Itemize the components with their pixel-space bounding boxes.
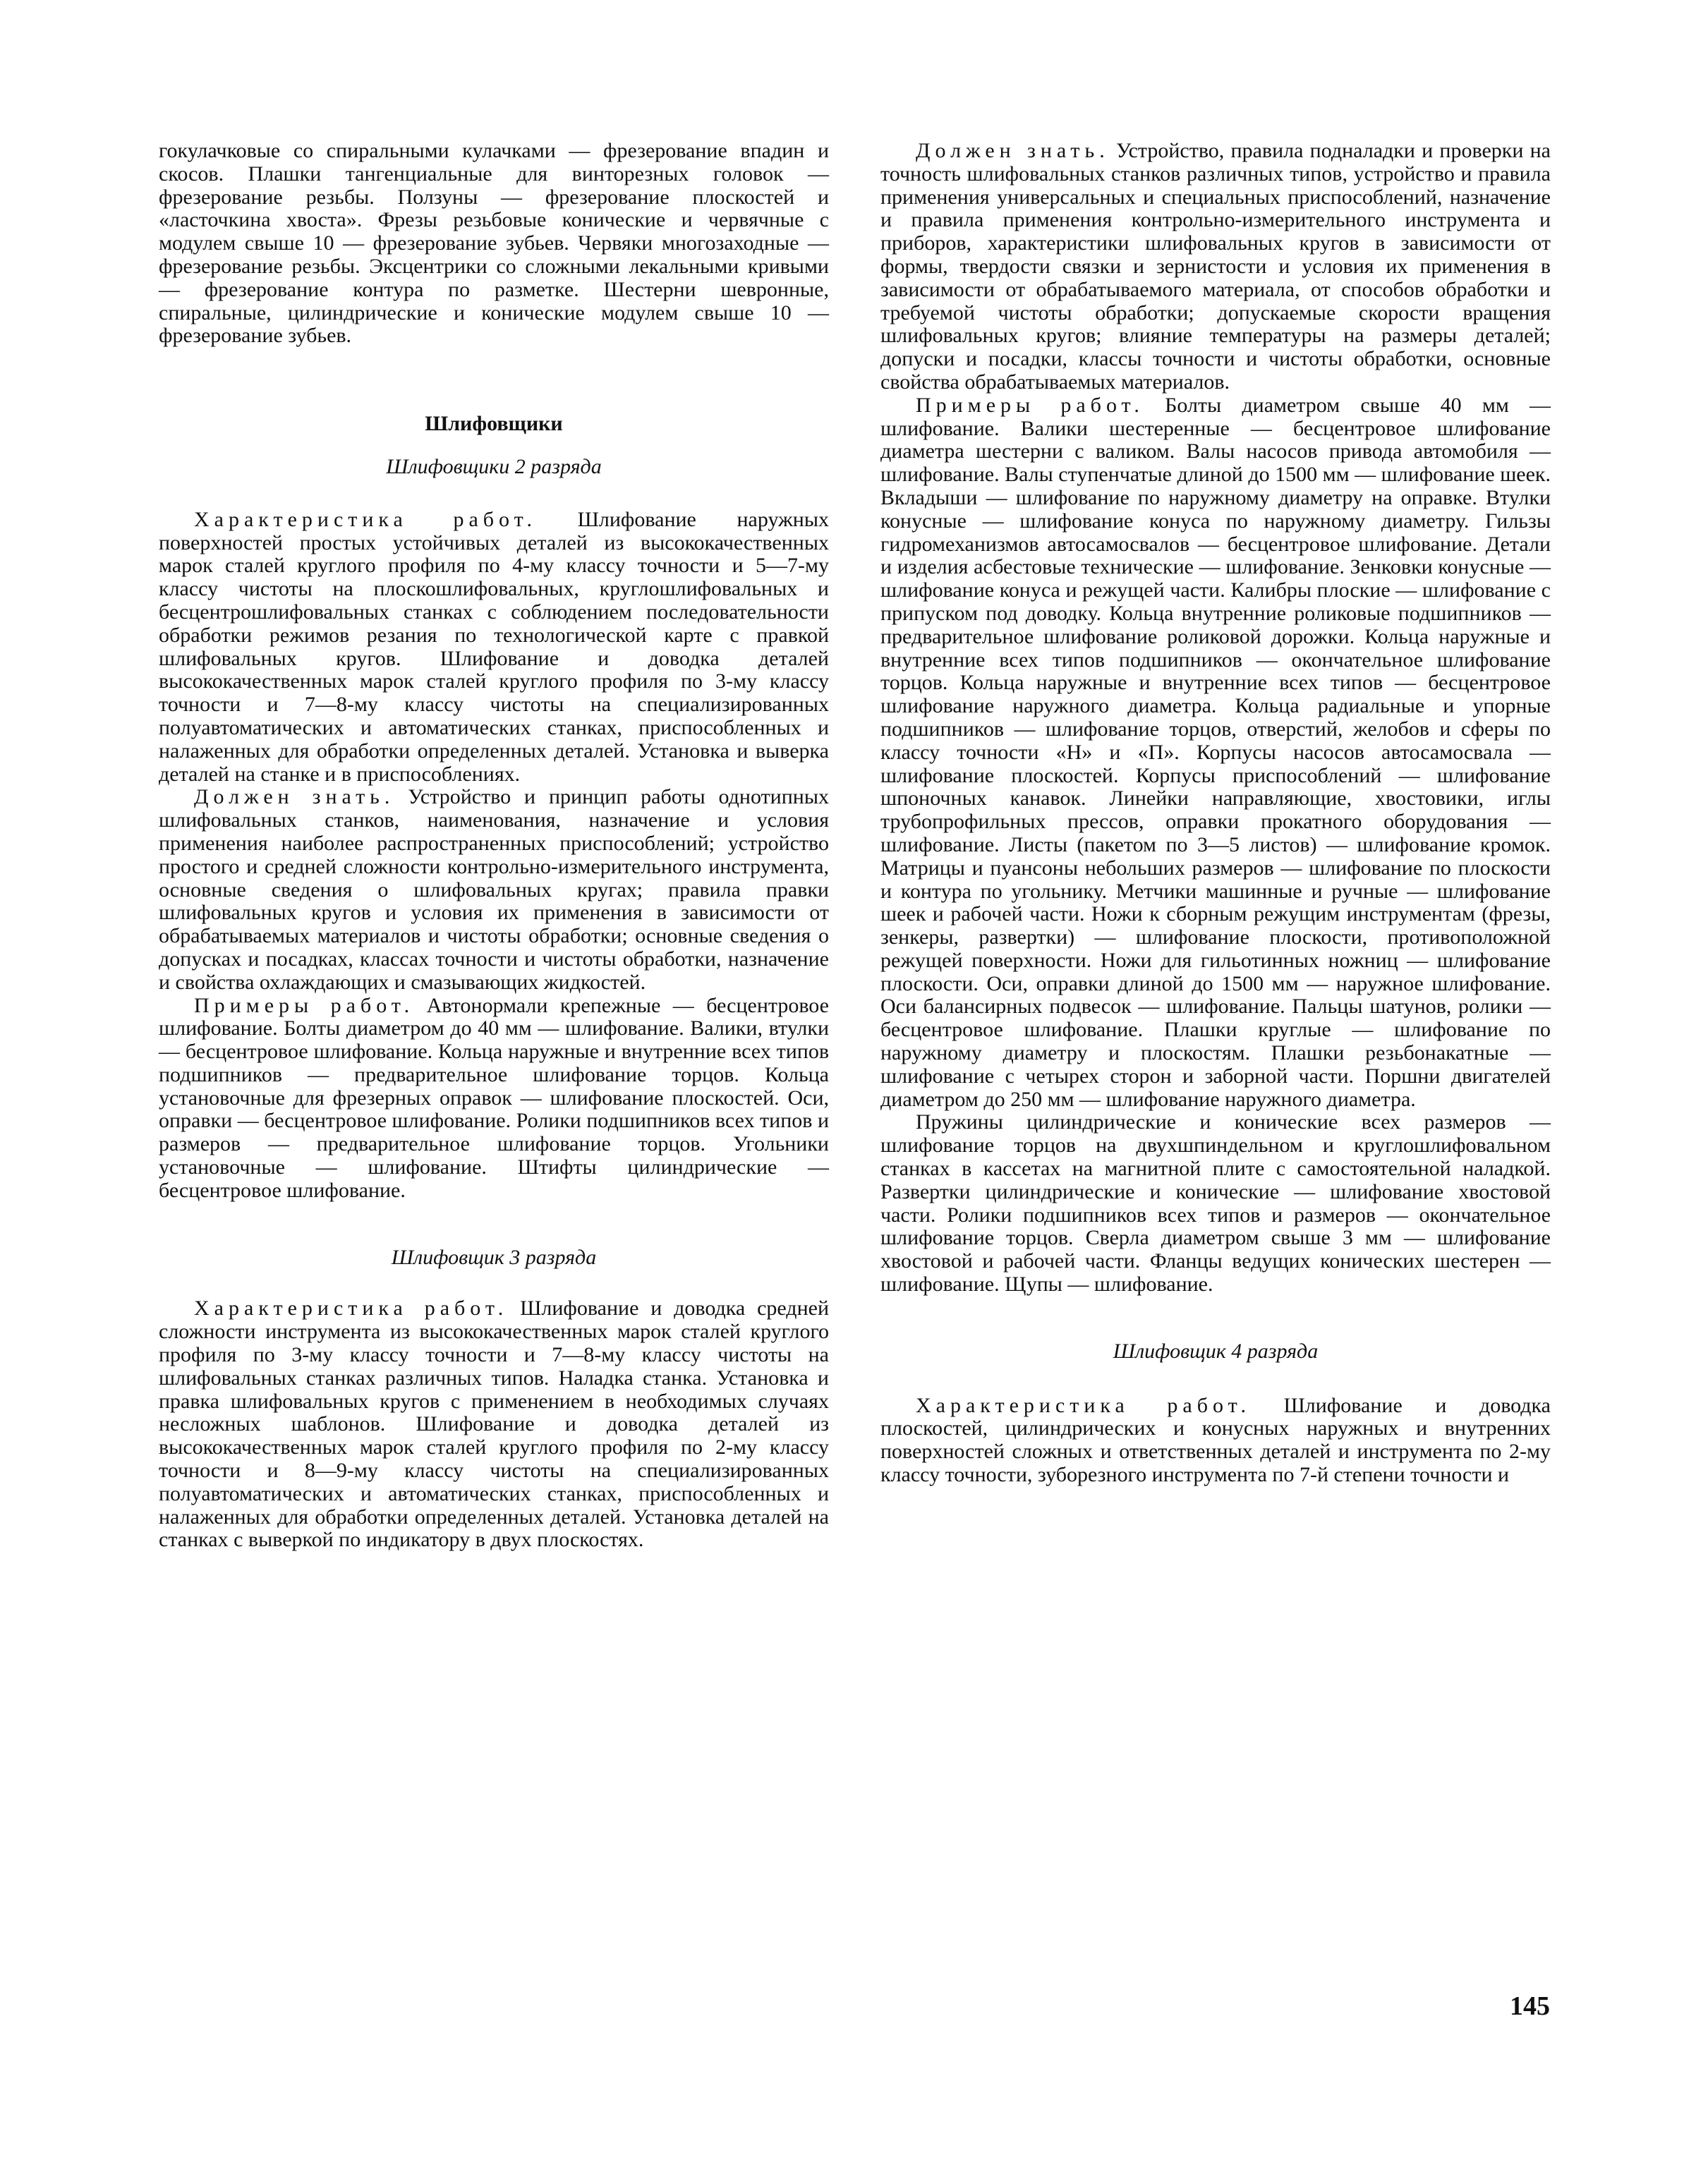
label: Должен знать.: [194, 785, 395, 809]
right-column: [880, 140, 1551, 1487]
text: Шлифование наружных поверхностей простых устойчивых деталей из высококачественных марок сталей круглого профиля по 4-му классу точности и 5—7-му классу чистоты на плоскошлифовальных, круглошлифовальных и бесцентрошлифовальных станках с соблюдением последовательности обработки режимов резания по технологической карте с правкой шлифовальных кругов. Шлифование и доводка деталей высококачественных марок сталей круглого профиля по 3-му классу точности и 7—8-му классу чистоты на специализированных полуавтоматических и автоматических станках, приспособленных и налаженных для обработки определенных деталей. Установка и выверка деталей на станке и в приспособлениях.: [159, 507, 829, 786]
label: Должен знать.: [916, 139, 1110, 162]
grade3-title: Шлифовщик 3 разряда: [391, 1245, 597, 1269]
section-title: Шлифовщики: [425, 412, 563, 436]
label: Характеристика работ.: [194, 1297, 509, 1321]
text: Шлифование и доводка средней сложности инструмента из высококачественных марок сталей круглого профиля по 3-му классу точности и 7—8-му классу чистоты на шлифовальных станках различных типов. Наладка станка. Установка и правка шлифовальных кругов с применением в необходимых случаях несложных шаблонов. Шлифование и доводка деталей из высококачественных марок сталей круглого профиля по 2-му классу точности и 8—9-му классу чистоты на специализированных полуавтоматических и автоматических станках, приспособленных и налаженных для обработки определенных деталей. Установка деталей на станках с выверкой по индикатору в двух плоскостях.: [159, 1297, 829, 1552]
label: Примеры работ.: [916, 393, 1144, 417]
grade4-characteristics: [880, 1395, 1551, 1487]
label: Характеристика работ.: [194, 507, 538, 531]
text: Устройство и принцип работы однотипных шлифовальных станков, наименования, назначение и условия применения наиболее распространенных приспособлений; устройство простого и средней сложности контрольно-измерительного инструмента, основные сведения о шлифовальных кругах; правила правки шлифовальных кругов и условия их применения в зависимости от обрабатываемых материалов и чистоты обработки; основные сведения о допусках и посадках, классах точности и чистоты обработки, назначение и свойства охлаждающих и смазывающих жидкостей.: [159, 785, 829, 994]
grade3-characteristics: [159, 1297, 829, 1552]
grade4-title: Шлифовщик 4 разряда: [1113, 1339, 1319, 1363]
text: Автонормали крепежные — бесцентровое шлифование. Болты диаметром до 40 мм — шлифование. Валики, втулки — бесцентровое шлифование. Кольца наружные и внутренние всех типов подшипников — предварительное шлифование торцов. Кольца установочные для фрезерных оправок — шлифование плоскостей. Оси, оправки — бесцентровое шлифование. Ролики подшипников всех типов и размеров — предварительное шлифование торцов. Угольники установочные — шлифование. Штифты цилиндрические — бесцентровое шлифование.: [159, 993, 829, 1202]
label: Характеристика работ.: [916, 1393, 1251, 1417]
grade2-knowledge: [159, 786, 829, 994]
page-number: 145: [1510, 1991, 1550, 2021]
intro-paragraph: гокулачковые со спиральными кулачками — фрезерование впадин и скосов. Плашки тангенциальные для винторезных головок — фрезерование резьбы. Ползуны — фрезерование плоскостей и «ласточкина хвоста». Фрезы резьбовые конические и червячные с модулем свыше 10 — фрезерование зубьев. Червяки многозаходные — фрезерование резьбы. Эксцентрики со сложными лекальными кривыми — фрезерование контура по разметке. Шестерни шевронные, спиральные, цилиндрические и конические модулем свыше 10 — фрезерование зубьев.: [159, 139, 829, 348]
grade2-title: Шлифовщики 2 разряда: [386, 454, 602, 478]
grade3-knowledge: [880, 140, 1551, 394]
text: Болты диаметром свыше 40 мм — шлифование. Валики шестеренные — бесцентровое шлифование диаметра шестерни с валиком. Валы насосов привода автомобиля — шлифование. Валы ступенчатые длиной до 1500 мм — шлифование шеек. Вкладыши — шлифование по наружному диаметру на оправке. Втулки конусные — шлифование конуса по наружному диаметру. Гильзы гидромеханизмов автосамосвалов — бесцентровое шлифование. Детали и изделия асбестовые технические — шлифование. Зенковки конусные — шлифование конуса и режущей части. Калибры плоские — шлифование с припуском под доводку. Кольца внутренние роликовые подшипников — предварительное шлифование роликовой дорожки. Кольца наружные и внутренние всех типов подшипников — окончательное шлифование торцов. Кольца наружные и внутренние всех типов — бесцентровое шлифование наружного диаметра. Кольца радиальные и упорные подшипников — шлифование торцов, отверстий, желобов и сферы по классу точности «Н» и «П». Корпусы насосов автосамосвала — шлифование плоскостей. Корпусы приспособлений — шлифование шпоночных канавок. Линейки направляющие, хвостовики, иглы трубопрофильных прессов, оправки прокатного оборудования — шлифование. Листы (пакетом по 3—5 листов) — шлифование кромок. Матрицы и пуансоны небольших размеров — шлифование по плоскости и контура по угольнику. Метчики машинные и ручные — шлифование шеек и рабочей части. Ножи к сборным режущим инструментам (фрезы, зенкеры, развертки) — шлифование плоскости, противоположной режущей поверхности. Ножи для гильотинных ножниц — шлифование плоскости. Оси, оправки длиной до 1500 мм — наружное шлифование. Оси балансирных подвесок — шлифование. Пальцы шатунов, ролики — бесцентровое шлифование. Плашки круглые — шлифование по наружному диаметру и плоскостям. Плашки резьбонакатные — шлифование с четырех сторон и заборной части. Поршни двигателей диаметром до 250 мм — шлифование наружного диаметра.: [880, 393, 1551, 1111]
grade2-characteristics: [159, 509, 829, 787]
grade2-examples: [159, 995, 829, 1203]
grade3-examples-continued: Пружины цилиндрические и конические всех размеров — шлифование торцов на двухшпиндельном и круглошлифовальном станках в кассетах на магнитной плите с самостоятельной наладкой. Развертки цилиндрические и конические — шлифование хвостовой части. Ролики подшипников всех типов и размеров — окончательное шлифование торцов. Сверла диаметром свыше 3 мм — шлифование хвостовой и рабочей части. Фланцы ведущих конических шестерен — шлифование. Щупы — шлифование.: [880, 1110, 1551, 1297]
label: Примеры работ.: [194, 993, 415, 1017]
text: Шлифование и доводка плоскостей, цилиндрических и конусных наружных и внутренних поверхностей сложных и ответственных деталей и инструмента по 2-му классу точности, зуборезного инструмента по 7-й степени точности и: [880, 1393, 1551, 1487]
text: Устройство, правила подналадки и проверки на точность шлифовальных станков различных типов, устройство и правила применения универсальных и специальных приспособлений, назначение и правила применения контрольно-измерительного инструмента и приборов, характеристики шлифовальных кругов в зависимости от формы, твердости связки и зернистости и условия их применения в зависимости от обрабатываемого материала, от способов обработки и требуемой чистоты обработки; допускаемые скорости вращения шлифовальных кругов; влияние температуры на размеры деталей; допуски и посадки, классы точности и чистоты обработки, основные свойства обрабатываемых материалов.: [880, 139, 1551, 394]
left-column: [159, 140, 829, 1552]
grade3-examples: [880, 394, 1551, 1112]
